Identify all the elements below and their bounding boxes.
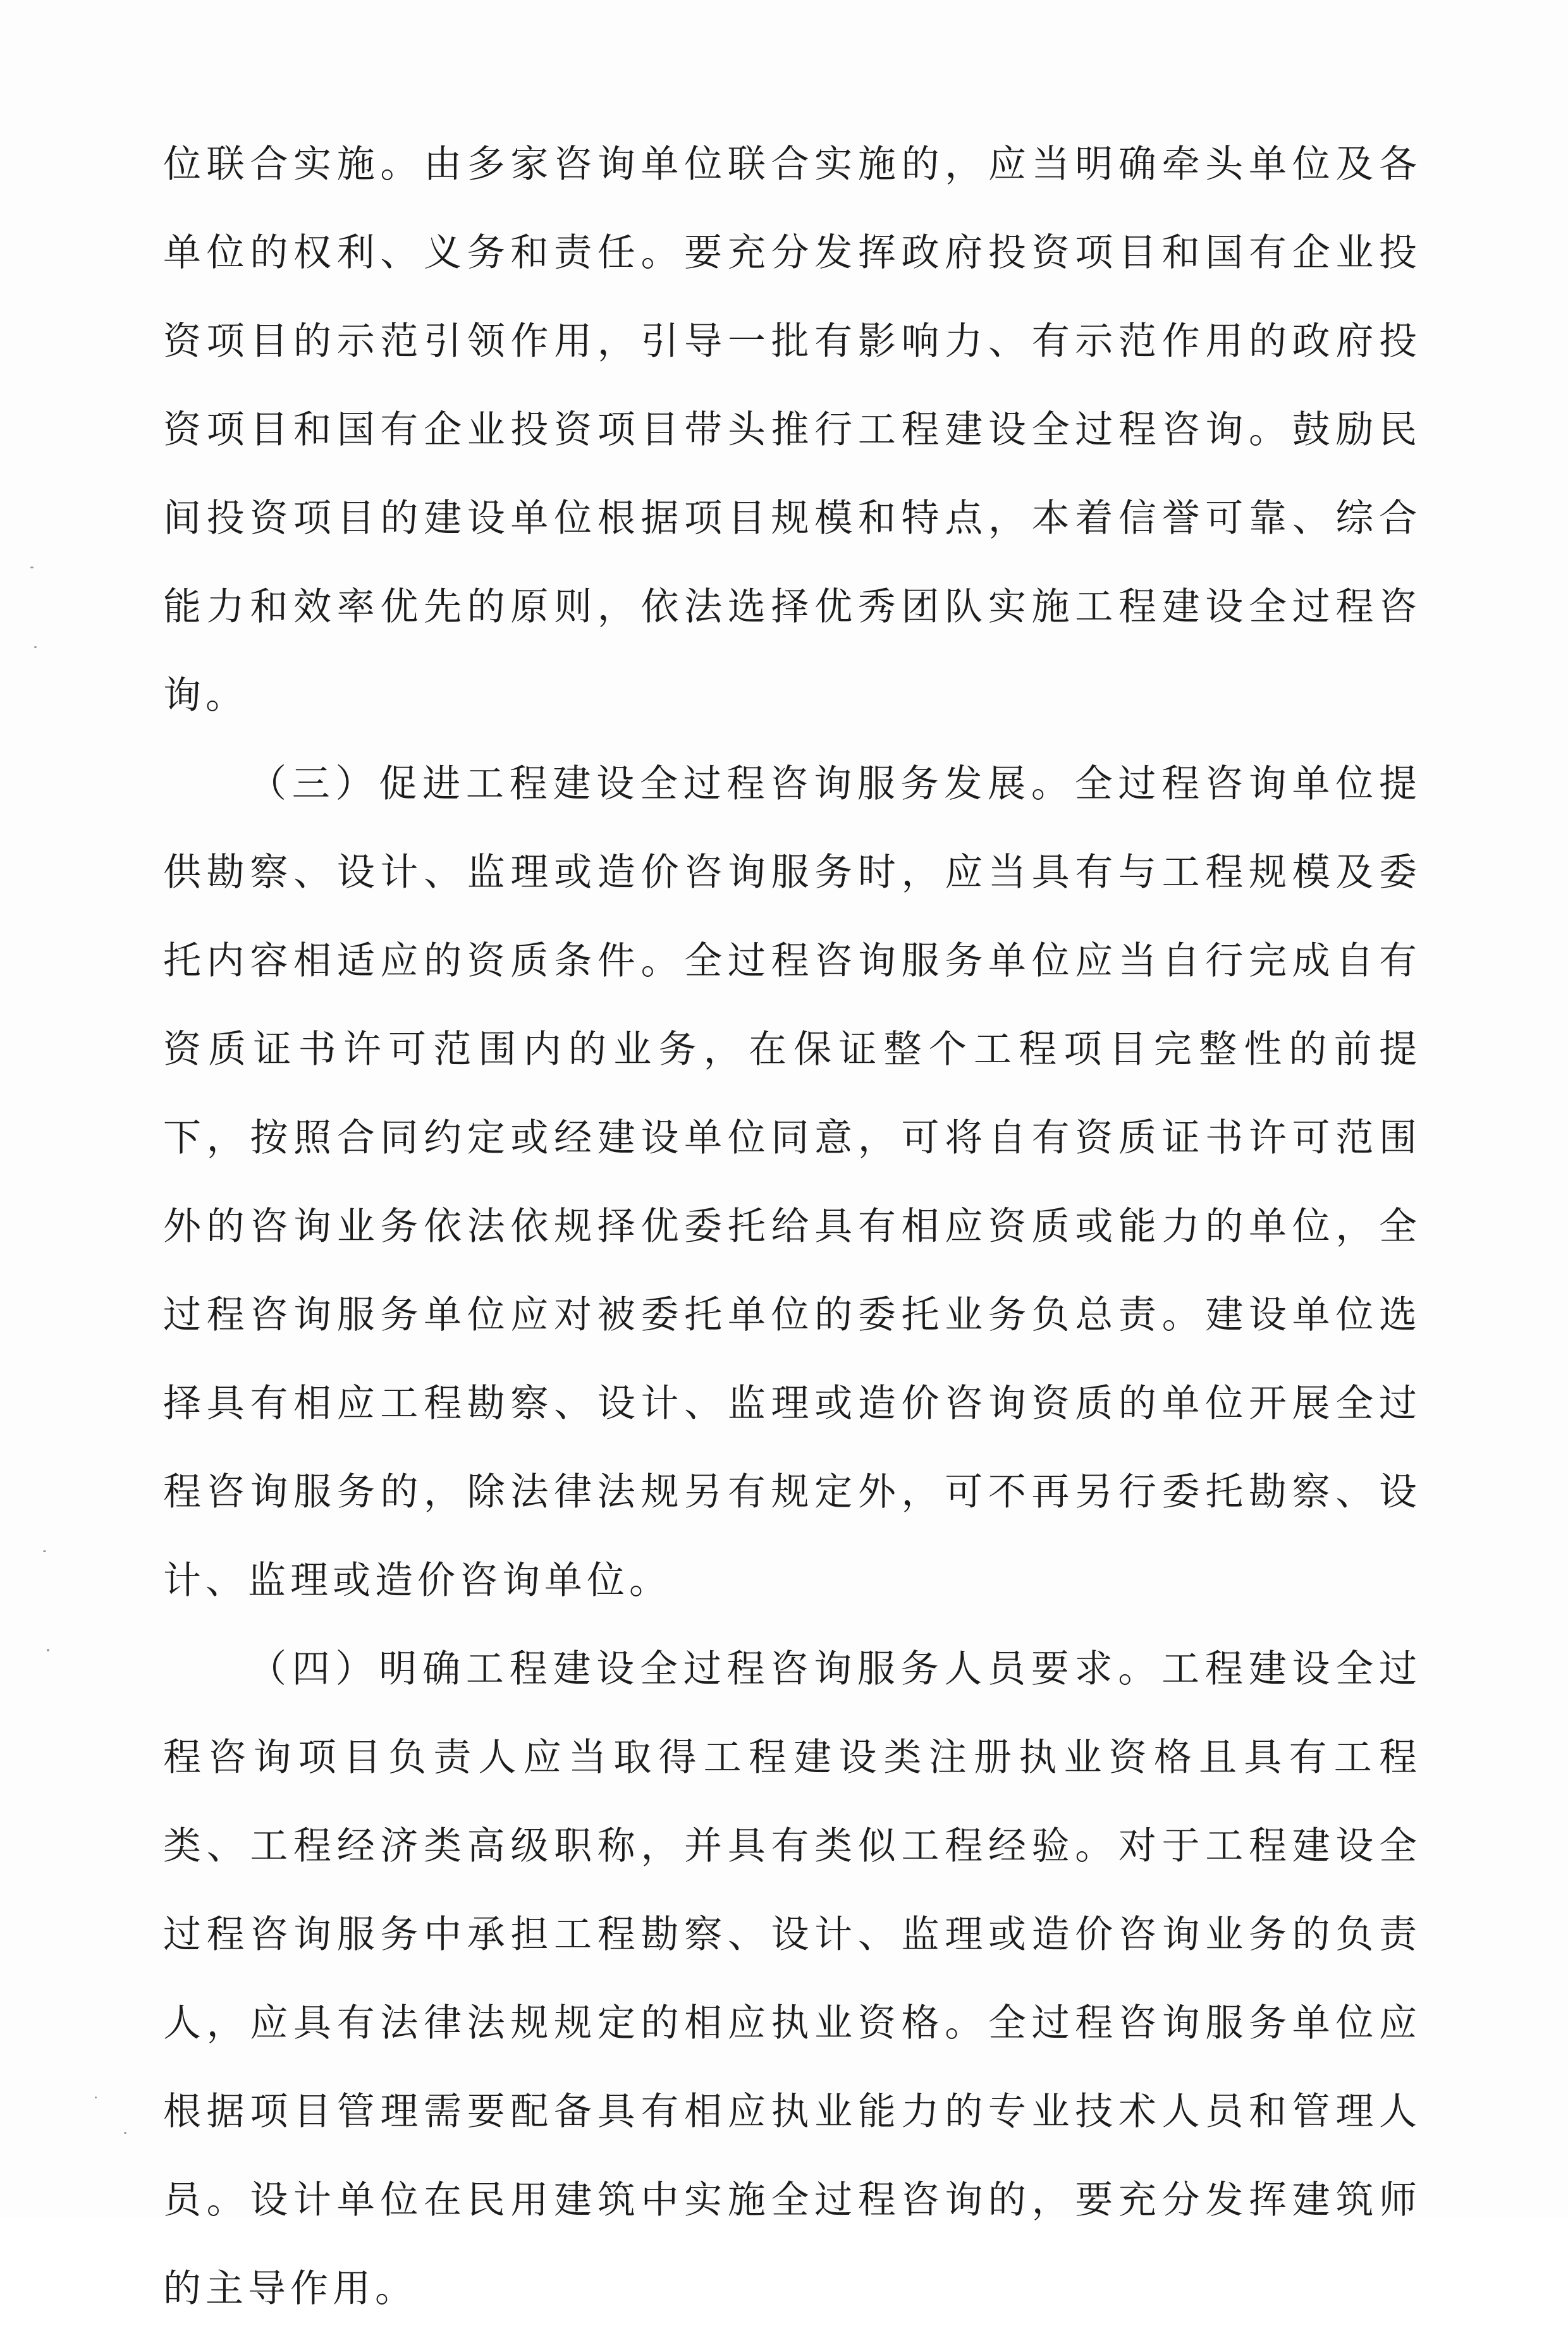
paragraph-1: 位联合实施。由多家咨询单位联合实施的，应当明确牵头单位及各单位的权利、义务和责任。要充分发挥政府投资项目和国有企业投资项目的示范引领作用，引导一批有影响力、有示范作用的政府投资项目和国有企业投资项目带头推行工程建设全过程咨询。鼓励民间投资项目的建设单位根据项目规模和特点，本着信誉可靠、综合能力和效率优先的原则，依法选择优秀团队实施工程建设全过程咨询。 [163, 142, 1421, 718]
paragraph-section-4: （四）明确工程建设全过程咨询服务人员要求。工程建设全过程咨询项目负责人应当取得工程建设类注册执业资格且具有工程类、工程经济类高级职称，并具有类似工程经验。对于工程建设全过程咨询服务中承担工程勘察、设计、监理或造价咨询业务的负责人，应具有法律法规规定的相应执业资格。全过程咨询服务单位应根据项目管理需要配备具有相应执业能力的专业技术人员和管理人员。设计单位在民用建筑中实施全过程咨询的，要充分发挥建筑师的主导作用。 [163, 1647, 1421, 2311]
scan-speck [124, 2132, 126, 2134]
paragraph-section-3: （三）促进工程建设全过程咨询服务发展。全过程咨询单位提供勘察、设计、监理或造价咨询服务时，应当具有与工程规模及委托内容相适应的资质条件。全过程咨询服务单位应当自行完成自有资质证书许可范围内的业务，在保证整个工程项目完整性的前提下，按照合同约定或经建设单位同意，可将自有资质证书许可范围外的咨询业务依法依规择优委托给具有相应资质或能力的单位，全过程咨询服务单位应对被委托单位的委托业务负总责。建设单位选择具有相应工程勘察、设计、监理或造价咨询资质的单位开展全过程咨询服务的，除法律法规另有规定外，可不再另行委托勘察、设计、监理或造价咨询单位。 [163, 762, 1421, 1603]
scan-speck [47, 1649, 49, 1651]
scan-speck [43, 1550, 46, 1552]
document-body [163, 120, 1421, 2333]
scan-speck [95, 2097, 97, 2098]
scan-speck [30, 566, 34, 568]
scan-speck [34, 646, 37, 648]
